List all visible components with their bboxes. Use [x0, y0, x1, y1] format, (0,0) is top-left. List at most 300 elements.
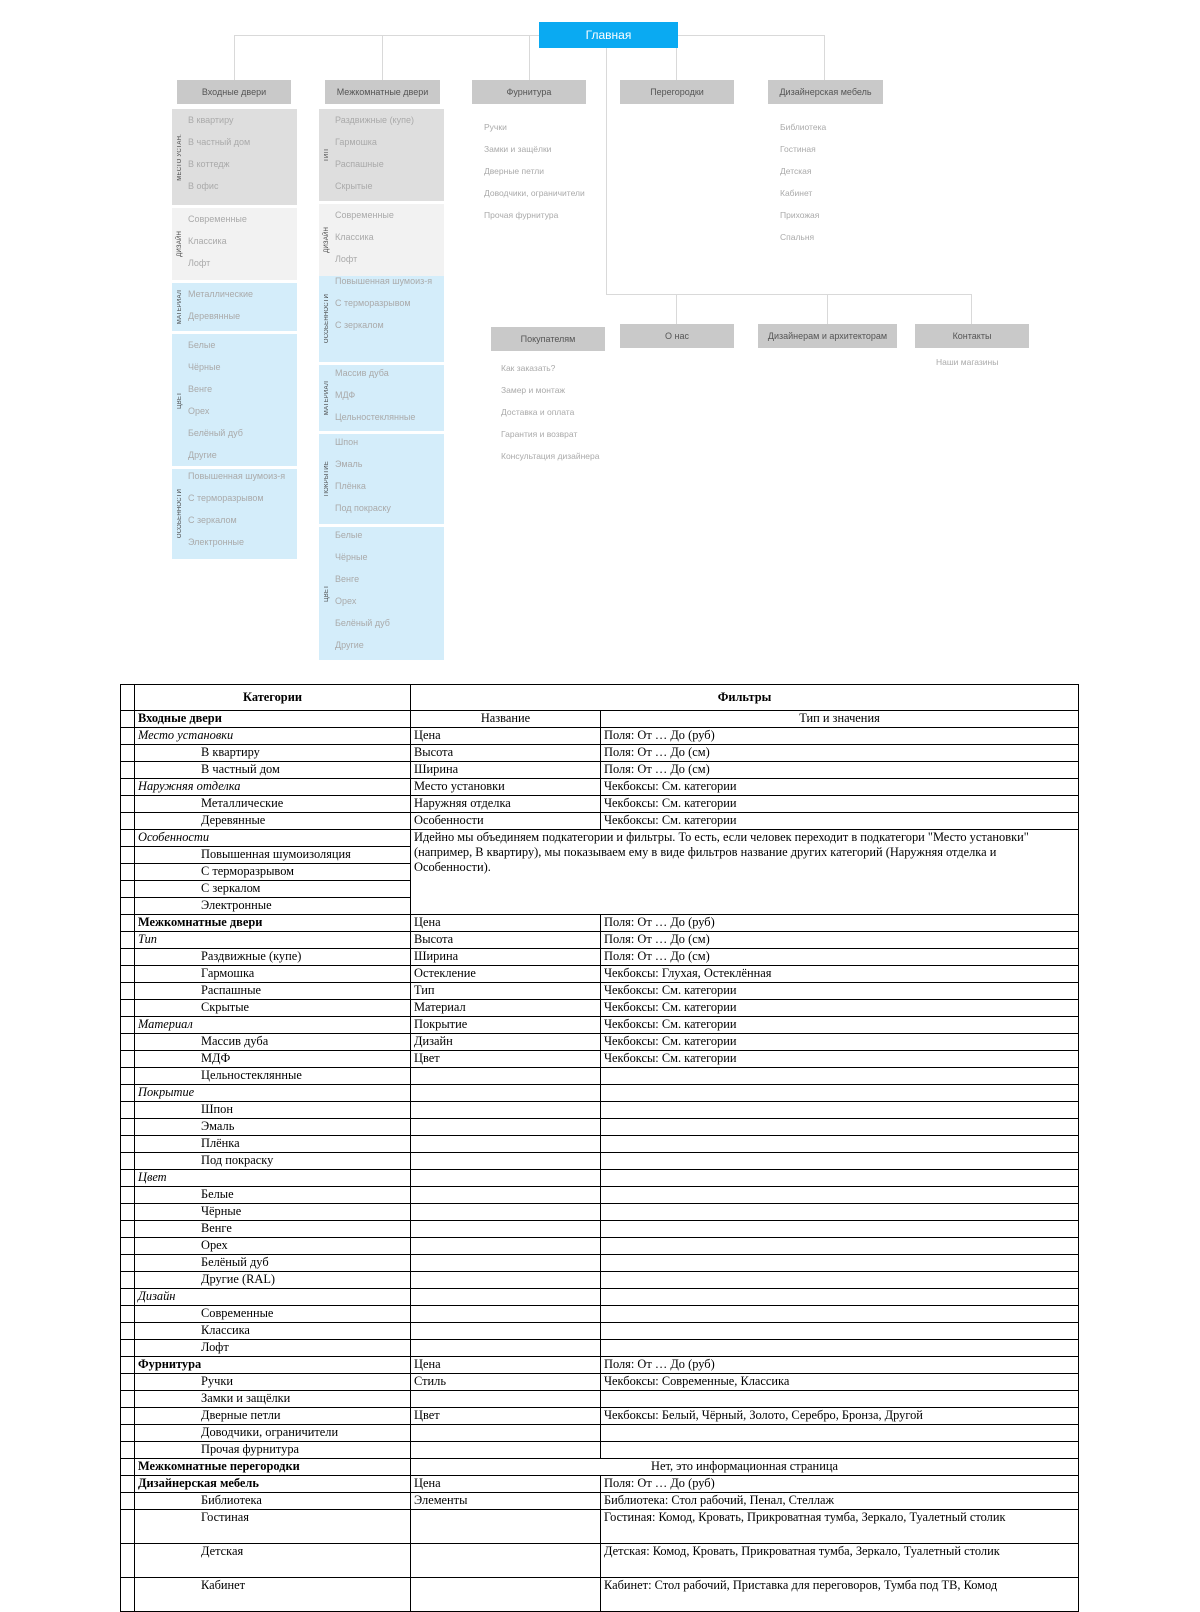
table-row [121, 1187, 1079, 1204]
filter-block [172, 334, 297, 466]
filter-type-cell: Чекбоксы: См. категории [601, 1051, 1079, 1068]
table-row [121, 983, 1079, 1000]
category-cell: С терморазрывом [135, 864, 411, 881]
mebel-list [780, 122, 826, 254]
header-type: Тип и значения [601, 711, 1079, 728]
list-item: Прочая фурнитура [484, 210, 559, 220]
filter-name-cell: Тип [411, 983, 601, 1000]
filter-type-cell [601, 1306, 1079, 1323]
filter-name-cell [411, 1544, 601, 1578]
filter-name-cell [411, 1068, 601, 1085]
filter-name-cell [411, 1510, 601, 1544]
category-cell: Межкомнатные двери [135, 915, 411, 932]
table-row [121, 915, 1079, 932]
list-item: Доставка и оплата [501, 407, 575, 417]
table-row [121, 745, 1079, 762]
filter-type-cell [601, 1068, 1079, 1085]
block-item: Чёрные [335, 552, 368, 562]
filter-name-cell [411, 1238, 601, 1255]
category-cell: Массив дуба [135, 1034, 411, 1051]
list-item: Гарантия и возврат [501, 429, 578, 439]
gutter-cell [121, 1442, 135, 1459]
filter-type-cell: Поля: От … До (см) [601, 745, 1079, 762]
category-cell: Наружняя отделка [135, 779, 411, 796]
filter-name-cell [411, 1323, 601, 1340]
block-item: Массив дуба [335, 368, 389, 378]
gutter-cell [121, 685, 135, 711]
filter-name-cell [411, 1272, 601, 1289]
kontakty-list [936, 357, 998, 379]
table-row [121, 1153, 1079, 1170]
table-row [121, 796, 1079, 813]
block-label: ДИЗАЙН [324, 227, 330, 253]
table-row [121, 1544, 1079, 1578]
block-item: В квартиру [188, 115, 234, 125]
filter-name-cell: Высота [411, 932, 601, 949]
gutter-cell [121, 847, 135, 864]
filter-name-cell [411, 1085, 601, 1102]
category-cell: Деревянные [135, 813, 411, 830]
table-row [121, 949, 1079, 966]
block-item: Современные [188, 214, 247, 224]
filter-type-cell [601, 1442, 1079, 1459]
block-label: ПОКРЫТИЕ [324, 461, 330, 497]
filter-block [319, 109, 444, 201]
gutter-cell [121, 796, 135, 813]
filter-name-cell: Цена [411, 915, 601, 932]
block-item: Повышенная шумоиз-я [335, 276, 433, 286]
category-cell: Доводчики, ограничители [135, 1425, 411, 1442]
gutter-cell [121, 1102, 135, 1119]
filter-type-cell [601, 1289, 1079, 1306]
category-cell: МДФ [135, 1051, 411, 1068]
table-row [121, 1017, 1079, 1034]
gutter-cell [121, 728, 135, 745]
filter-type-cell: Чекбоксы: См. категории [601, 1034, 1079, 1051]
block-item: Скрытые [335, 181, 373, 191]
block-item: Шпон [335, 437, 359, 447]
table-row [121, 1493, 1079, 1510]
category-node: Фурнитура [472, 80, 586, 104]
list-item: Детская [780, 166, 812, 176]
block-item: Другие [188, 450, 217, 460]
block-item: Белые [335, 530, 363, 540]
gutter-cell [121, 966, 135, 983]
category-cell: В частный дом [135, 762, 411, 779]
block-item: Гармошка [335, 137, 377, 147]
connector-line [824, 35, 825, 80]
category-cell: Кабинет [135, 1578, 411, 1612]
gutter-cell [121, 745, 135, 762]
block-item: Белёный дуб [335, 618, 390, 628]
table-row [121, 966, 1079, 983]
block-item: Повышенная шумоиз-я [188, 471, 286, 481]
gutter-cell [121, 1272, 135, 1289]
filter-type-cell [601, 1425, 1079, 1442]
filter-type-cell: Поля: От … До (см) [601, 932, 1079, 949]
table-row [121, 711, 1079, 728]
filter-type-cell [601, 1340, 1079, 1357]
category-cell: Покрытие [135, 1085, 411, 1102]
filter-name-cell [411, 1289, 601, 1306]
gutter-cell [121, 1000, 135, 1017]
table-row [121, 1085, 1079, 1102]
filter-type-cell: Чекбоксы: См. категории [601, 813, 1079, 830]
block-item: Электронные [188, 537, 245, 547]
filter-type-cell [601, 1272, 1079, 1289]
connector-line [971, 294, 972, 324]
category-cell: Раздвижные (купе) [135, 949, 411, 966]
table-row [121, 1510, 1079, 1544]
gutter-cell [121, 1119, 135, 1136]
note-cell: Нет, это информационная страница [411, 1459, 1079, 1476]
block-item: Венге [335, 574, 360, 584]
table-row [121, 1408, 1079, 1425]
category-cell: Особенности [135, 830, 411, 847]
list-item: Наши магазины [936, 357, 999, 367]
category-cell: Ручки [135, 1374, 411, 1391]
table-row [121, 1221, 1079, 1238]
filter-type-cell: Поля: От … До (см) [601, 762, 1079, 779]
list-item: Кабинет [780, 188, 813, 198]
gutter-cell [121, 1459, 135, 1476]
category-cell: Место установки [135, 728, 411, 745]
filter-type-cell: Поля: От … До (руб) [601, 915, 1079, 932]
category-node: Перегородки [620, 80, 734, 104]
category-cell: Входные двери [135, 711, 411, 728]
note-cell: Идейно мы объединяем подкатегории и фильтры. То есть, если человек переходит в подкатегори "Место установки" (например, В квартиру), мы показываем ему в виде фильтров название других категорий (Наружняя отделка и Особенности). [411, 830, 1079, 915]
filter-type-cell [601, 1221, 1079, 1238]
table-row [121, 1051, 1079, 1068]
category-cell: Гармошка [135, 966, 411, 983]
filter-type-cell: Чекбоксы: Глухая, Остеклённая [601, 966, 1079, 983]
list-item: Спальня [780, 232, 815, 242]
gutter-cell [121, 1391, 135, 1408]
gutter-cell [121, 711, 135, 728]
block-item: Раздвижные (купе) [335, 115, 414, 125]
block-item: Эмаль [335, 459, 363, 469]
filter-name-cell: Покрытие [411, 1017, 601, 1034]
list-item: Дверные петли [484, 166, 544, 176]
filter-name-cell: Место установки [411, 779, 601, 796]
gutter-cell [121, 1306, 135, 1323]
block-item: Белые [188, 340, 216, 350]
gutter-cell [121, 1204, 135, 1221]
filter-name-cell: Высота [411, 745, 601, 762]
gutter-cell [121, 1170, 135, 1187]
filter-name-cell [411, 1187, 601, 1204]
category-cell: Шпон [135, 1102, 411, 1119]
category-cell: Детская [135, 1544, 411, 1578]
filter-type-cell: Поля: От … До (руб) [601, 728, 1079, 745]
gutter-cell [121, 1425, 135, 1442]
sitemap-diagram [0, 0, 1200, 670]
category-cell: С зеркалом [135, 881, 411, 898]
filter-name-cell: Наружняя отделка [411, 796, 601, 813]
gutter-cell [121, 1153, 135, 1170]
connector-line [382, 35, 383, 80]
filter-type-cell: Чекбоксы: См. категории [601, 779, 1079, 796]
table-row [121, 1255, 1079, 1272]
category-cell: Другие (RAL) [135, 1272, 411, 1289]
block-item: С зеркалом [188, 515, 237, 525]
table-row [121, 1289, 1079, 1306]
connector-line [529, 35, 530, 80]
filter-block [172, 469, 297, 559]
gutter-cell [121, 1476, 135, 1493]
filter-name-cell: Цвет [411, 1051, 601, 1068]
block-item: Орех [188, 406, 210, 416]
filter-name-cell [411, 1425, 601, 1442]
gutter-cell [121, 915, 135, 932]
filter-block [172, 109, 297, 205]
category-cell: Современные [135, 1306, 411, 1323]
filter-type-cell [601, 1255, 1079, 1272]
filter-name-cell [411, 1153, 601, 1170]
block-item: МДФ [335, 390, 356, 400]
category-cell: Дизайн [135, 1289, 411, 1306]
block-item: Металлические [188, 289, 254, 299]
gutter-cell [121, 881, 135, 898]
table-row [121, 779, 1079, 796]
table-row [121, 1578, 1079, 1612]
block-label: ДИЗАЙН [177, 231, 183, 257]
gutter-cell [121, 779, 135, 796]
block-label: МЕСТО УСТАН. [177, 133, 183, 181]
category-cell: Тип [135, 932, 411, 949]
filter-name-cell [411, 1442, 601, 1459]
filter-type-cell [601, 1153, 1079, 1170]
block-item: Белёный дуб [188, 428, 243, 438]
filter-name-cell: Цена [411, 1476, 601, 1493]
filter-type-cell: Чекбоксы: См. категории [601, 796, 1079, 813]
table-row [121, 1136, 1079, 1153]
filter-type-cell [601, 1323, 1079, 1340]
filter-name-cell [411, 1204, 601, 1221]
block-label: ОСОБЕННОСТИ [177, 489, 183, 539]
filter-type-cell: Чекбоксы: Современные, Классика [601, 1374, 1079, 1391]
filter-type-cell: Чекбоксы: Белый, Чёрный, Золото, Серебро, Бронза, Другой [601, 1408, 1079, 1425]
list-item: Библиотека [780, 122, 827, 132]
filter-name-cell [411, 1306, 601, 1323]
block-item: В коттедж [188, 159, 230, 169]
list-item: Консультация дизайнера [501, 451, 600, 461]
filter-name-cell: Материал [411, 1000, 601, 1017]
table-row [121, 1306, 1079, 1323]
category-cell: Повышенная шумоизоляция [135, 847, 411, 864]
category-node: О нас [620, 324, 734, 348]
gutter-cell [121, 1136, 135, 1153]
filter-type-cell: Гостиная: Комод, Кровать, Прикроватная тумба, Зеркало, Туалетный столик [601, 1510, 1079, 1544]
block-item: Орех [335, 596, 357, 606]
category-cell: Распашные [135, 983, 411, 1000]
filter-type-cell: Детская: Комод, Кровать, Прикроватная тумба, Зеркало, Туалетный столик [601, 1544, 1079, 1578]
table-row [121, 1204, 1079, 1221]
block-item: С терморазрывом [335, 298, 411, 308]
category-cell: Фурнитура [135, 1357, 411, 1374]
table-row [121, 762, 1079, 779]
filter-block [172, 283, 297, 331]
gutter-cell [121, 932, 135, 949]
category-cell: Дверные петли [135, 1408, 411, 1425]
filter-name-cell [411, 1221, 601, 1238]
block-item: В офис [188, 181, 219, 191]
filter-type-cell: Кабинет: Стол рабочий, Приставка для переговоров, Тумба под ТВ, Комод [601, 1578, 1079, 1612]
filter-name-cell [411, 1255, 601, 1272]
list-item: Прихожая [780, 210, 820, 220]
header-categories: Категории [135, 685, 411, 711]
filter-type-cell: Поля: От … До (см) [601, 949, 1079, 966]
filter-name-cell [411, 1391, 601, 1408]
category-cell: Материал [135, 1017, 411, 1034]
block-label: МАТЕРИАЛ [324, 380, 330, 416]
filter-name-cell [411, 1119, 601, 1136]
gutter-cell [121, 983, 135, 1000]
filter-name-cell: Цена [411, 1357, 601, 1374]
block-item: Лофт [188, 258, 211, 268]
list-item: Замер и монтаж [501, 385, 566, 395]
gutter-cell [121, 1493, 135, 1510]
filter-block [319, 204, 444, 276]
table-row [121, 1119, 1079, 1136]
gutter-cell [121, 864, 135, 881]
table-row [121, 1425, 1079, 1442]
category-cell: Классика [135, 1323, 411, 1340]
gutter-cell [121, 762, 135, 779]
block-item: Классика [188, 236, 227, 246]
filter-type-cell [601, 1136, 1079, 1153]
filter-name-cell [411, 1102, 601, 1119]
connector-line [606, 48, 607, 294]
table-row [121, 1357, 1079, 1374]
category-cell: Дизайнерская мебель [135, 1476, 411, 1493]
list-item: Ручки [484, 122, 507, 132]
block-item: Под покраску [335, 503, 391, 513]
gutter-cell [121, 1017, 135, 1034]
table-row [121, 1068, 1079, 1085]
filter-name-cell [411, 1170, 601, 1187]
block-item: Современные [335, 210, 394, 220]
block-item: Деревянные [188, 311, 241, 321]
category-cell: Белые [135, 1187, 411, 1204]
category-cell: Венге [135, 1221, 411, 1238]
connector-line [827, 294, 828, 324]
category-cell: Под покраску [135, 1153, 411, 1170]
gutter-cell [121, 1408, 135, 1425]
gutter-cell [121, 1068, 135, 1085]
filter-block [319, 365, 444, 431]
block-item: В частный дом [188, 137, 251, 147]
filter-type-cell: Поля: От … До (руб) [601, 1357, 1079, 1374]
category-node: Контакты [915, 324, 1029, 348]
filter-block [319, 434, 444, 524]
list-item: Как заказать? [501, 363, 556, 373]
filter-name-cell: Цвет [411, 1408, 601, 1425]
list-item: Замки и защёлки [484, 144, 552, 154]
table-row [121, 1323, 1079, 1340]
gutter-cell [121, 1187, 135, 1204]
filter-type-cell [601, 1119, 1079, 1136]
filter-type-cell [601, 1204, 1079, 1221]
table-row [121, 1442, 1079, 1459]
block-item: Чёрные [188, 362, 221, 372]
table-row [121, 813, 1079, 830]
table-row [121, 728, 1079, 745]
table-row [121, 1391, 1079, 1408]
filter-name-cell: Особенности [411, 813, 601, 830]
filter-type-cell [601, 1170, 1079, 1187]
header-name: Название [411, 711, 601, 728]
furnitura-list [484, 122, 585, 232]
category-cell: В квартиру [135, 745, 411, 762]
specification-table [120, 684, 1078, 1612]
gutter-cell [121, 898, 135, 915]
block-item: Венге [188, 384, 213, 394]
filter-block [319, 527, 444, 660]
block-item: Цельностеклянные [335, 412, 416, 422]
table-row [121, 1476, 1079, 1493]
table-row [121, 1102, 1079, 1119]
connector-line [606, 294, 972, 295]
filter-name-cell [411, 1578, 601, 1612]
category-cell: Белёный дуб [135, 1255, 411, 1272]
category-cell: Скрытые [135, 1000, 411, 1017]
gutter-cell [121, 1578, 135, 1612]
filter-type-cell [601, 1187, 1079, 1204]
list-item: Гостиная [780, 144, 816, 154]
category-cell: Межкомнатные перегородки [135, 1459, 411, 1476]
table-row [121, 1340, 1079, 1357]
filter-block [319, 276, 444, 362]
block-item: Другие [335, 640, 364, 650]
gutter-cell [121, 1221, 135, 1238]
main-node: Главная [539, 22, 678, 48]
filter-type-cell: Поля: От … До (руб) [601, 1476, 1079, 1493]
block-item: С зеркалом [335, 320, 384, 330]
gutter-cell [121, 1085, 135, 1102]
category-node: Дизайнерам и архитекторам [758, 324, 897, 348]
filter-name-cell: Стиль [411, 1374, 601, 1391]
category-cell: Прочая фурнитура [135, 1442, 411, 1459]
gutter-cell [121, 1255, 135, 1272]
block-label: ЦВЕТ [177, 391, 183, 409]
filter-name-cell: Остекление [411, 966, 601, 983]
block-label: ЦВЕТ [324, 585, 330, 602]
filter-name-cell [411, 1340, 601, 1357]
connector-line [676, 294, 677, 324]
gutter-cell [121, 1289, 135, 1306]
gutter-cell [121, 1340, 135, 1357]
block-item: Плёнка [335, 481, 366, 491]
filter-block [172, 208, 297, 280]
filter-type-cell [601, 1238, 1079, 1255]
filter-type-cell: Чекбоксы: См. категории [601, 983, 1079, 1000]
gutter-cell [121, 1323, 135, 1340]
table-row [121, 1238, 1079, 1255]
category-cell: Библиотека [135, 1493, 411, 1510]
category-cell: Плёнка [135, 1136, 411, 1153]
category-cell: Эмаль [135, 1119, 411, 1136]
header-filters: Фильтры [411, 685, 1079, 711]
filter-type-cell: Чекбоксы: См. категории [601, 1017, 1079, 1034]
filter-type-cell [601, 1102, 1079, 1119]
filter-name-cell: Дизайн [411, 1034, 601, 1051]
block-label: ТИП [324, 148, 330, 162]
table-row [121, 1000, 1079, 1017]
table-row [121, 1459, 1079, 1476]
category-cell: Электронные [135, 898, 411, 915]
category-cell: Металлические [135, 796, 411, 813]
